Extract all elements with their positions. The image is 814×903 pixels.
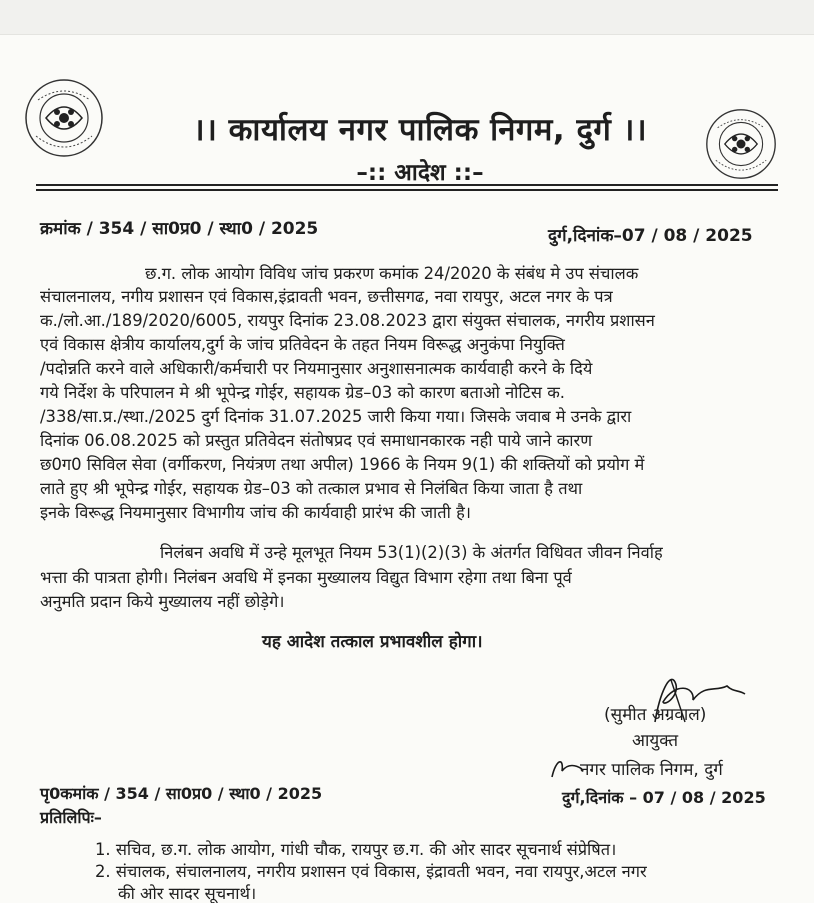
order-date: दुर्ग,दिनांक–07 / 08 / 2025 xyxy=(548,226,753,246)
order-number: क्रमांक / 354 / सा0प्र0 / स्था0 / 2025 xyxy=(40,219,319,239)
body-line: निलंबन अवधि में उन्हे मूलभूत नियम 53(1)(2)(3) के अंतर्गत विधिवत जीवन निर्वाह xyxy=(160,543,663,562)
municipal-seal-right xyxy=(705,108,777,180)
office-title: ।। कार्यालय नगर पालिक निगम, दुर्ग ।। xyxy=(192,112,648,148)
signatory-designation: आयुक्त xyxy=(632,731,679,751)
order-heading: –:: आदेश ::– xyxy=(356,160,484,186)
body-line: गये निर्देश के परिपालन मे श्री भूपेन्द्र गोईर, सहायक ग्रेड–03 को कारण बताओ नोटिस क. xyxy=(40,383,566,402)
body-line: अनुमति प्रदान किये मुख्यालय नहीं छोड़ेगे। xyxy=(40,592,285,611)
page-top-edge xyxy=(0,0,814,35)
municipal-seal-left xyxy=(24,78,104,158)
signature-mark xyxy=(615,662,755,742)
header-rule xyxy=(36,184,778,186)
body-line: इनके विरूद्ध नियमानुसार विभागीय जांच की कार्यवाही प्रारंभ की जाती है। xyxy=(40,503,471,522)
body-line: भत्ता की पात्रता होगी। निलंबन अवधि में इनका मुख्यालय विद्युत विभाग रहेगा तथा बिना पूर्व xyxy=(40,568,572,587)
body-line: /338/सा.प्र./स्था./2025 दुर्ग दिनांक 31.07.2025 जारी किया गया। जिसके जवाब मे उनके द्वारा xyxy=(40,407,632,426)
list-item: 2. संचालक, संचालनालय, नगरीय प्रशासन एवं विकास, इंद्रावती भवन, नवा रायपुर,अटल नगर xyxy=(95,862,647,881)
list-item: की ओर सादर सूचनार्थ। xyxy=(118,884,257,903)
body-line: छ.ग. लोक आयोग विविध जांच प्रकरण कमांक 24/2020 के संबंध मे उप संचालक xyxy=(145,264,639,283)
body-line: संचालनालय, नगीय प्रशासन एवं विकास,इंद्रावती भवन, छत्तीसगढ, नवा रायपुर, अटल नगर के पत्र xyxy=(40,287,613,306)
body-line: छ0ग0 सिविल सेवा (वर्गीकरण, नियंत्रण तथा अपील) 1966 के नियम 9(1) की शक्तियों को प्रयोग में xyxy=(40,455,645,474)
body-line: लाते हुए श्री भूपेन्द्र गोईर, सहायक ग्रेड–03 को तत्काल प्रभाव से निलंबित किया जाता है तथा xyxy=(40,479,583,498)
endorsement-date: दुर्ग,दिनांक – 07 / 08 / 2025 xyxy=(562,788,766,807)
signatory-office: नगर पालिक निगम, दुर्ग xyxy=(580,760,723,780)
body-line: /पदोन्नति करने वाले अधिकारी/कर्मचारी पर नियमानुसार अनुशासनात्मक कार्यवाही करने के दिये xyxy=(40,359,593,378)
signatory-name: (सुमीत अग्रवाल) xyxy=(604,705,707,725)
copy-to-label: प्रतिलिपिः– xyxy=(40,808,102,827)
body-line: क./लो.आ./189/2020/6005, रायपुर दिनांक 23.08.2023 द्वारा संयुक्त संचालक, नगरीय प्रशासन xyxy=(40,311,655,330)
endorsement-number: पृ0कमांक / 354 / सा0प्र0 / स्था0 / 2025 xyxy=(40,784,323,803)
list-item: 1. सचिव, छ.ग. लोक आयोग, गांधी चौक, रायपुर छ.ग. की ओर सादर सूचनार्थ संप्रेषित। xyxy=(95,840,617,859)
body-line: एवं विकास क्षेत्रीय कार्यालय,दुर्ग के जांच प्रतिवेदन के तहत नियम विरूद्ध अनुकंपा नियुक्ति xyxy=(40,335,565,354)
header-rule xyxy=(36,189,778,191)
body-line: दिनांक 06.08.2025 को प्रस्तुत प्रतिवेदन संतोषप्रद एवं समाधानकारक नही पाये जाने कारण xyxy=(40,431,593,450)
effective-statement: यह आदेश तत्काल प्रभावशील होगा। xyxy=(262,632,483,652)
